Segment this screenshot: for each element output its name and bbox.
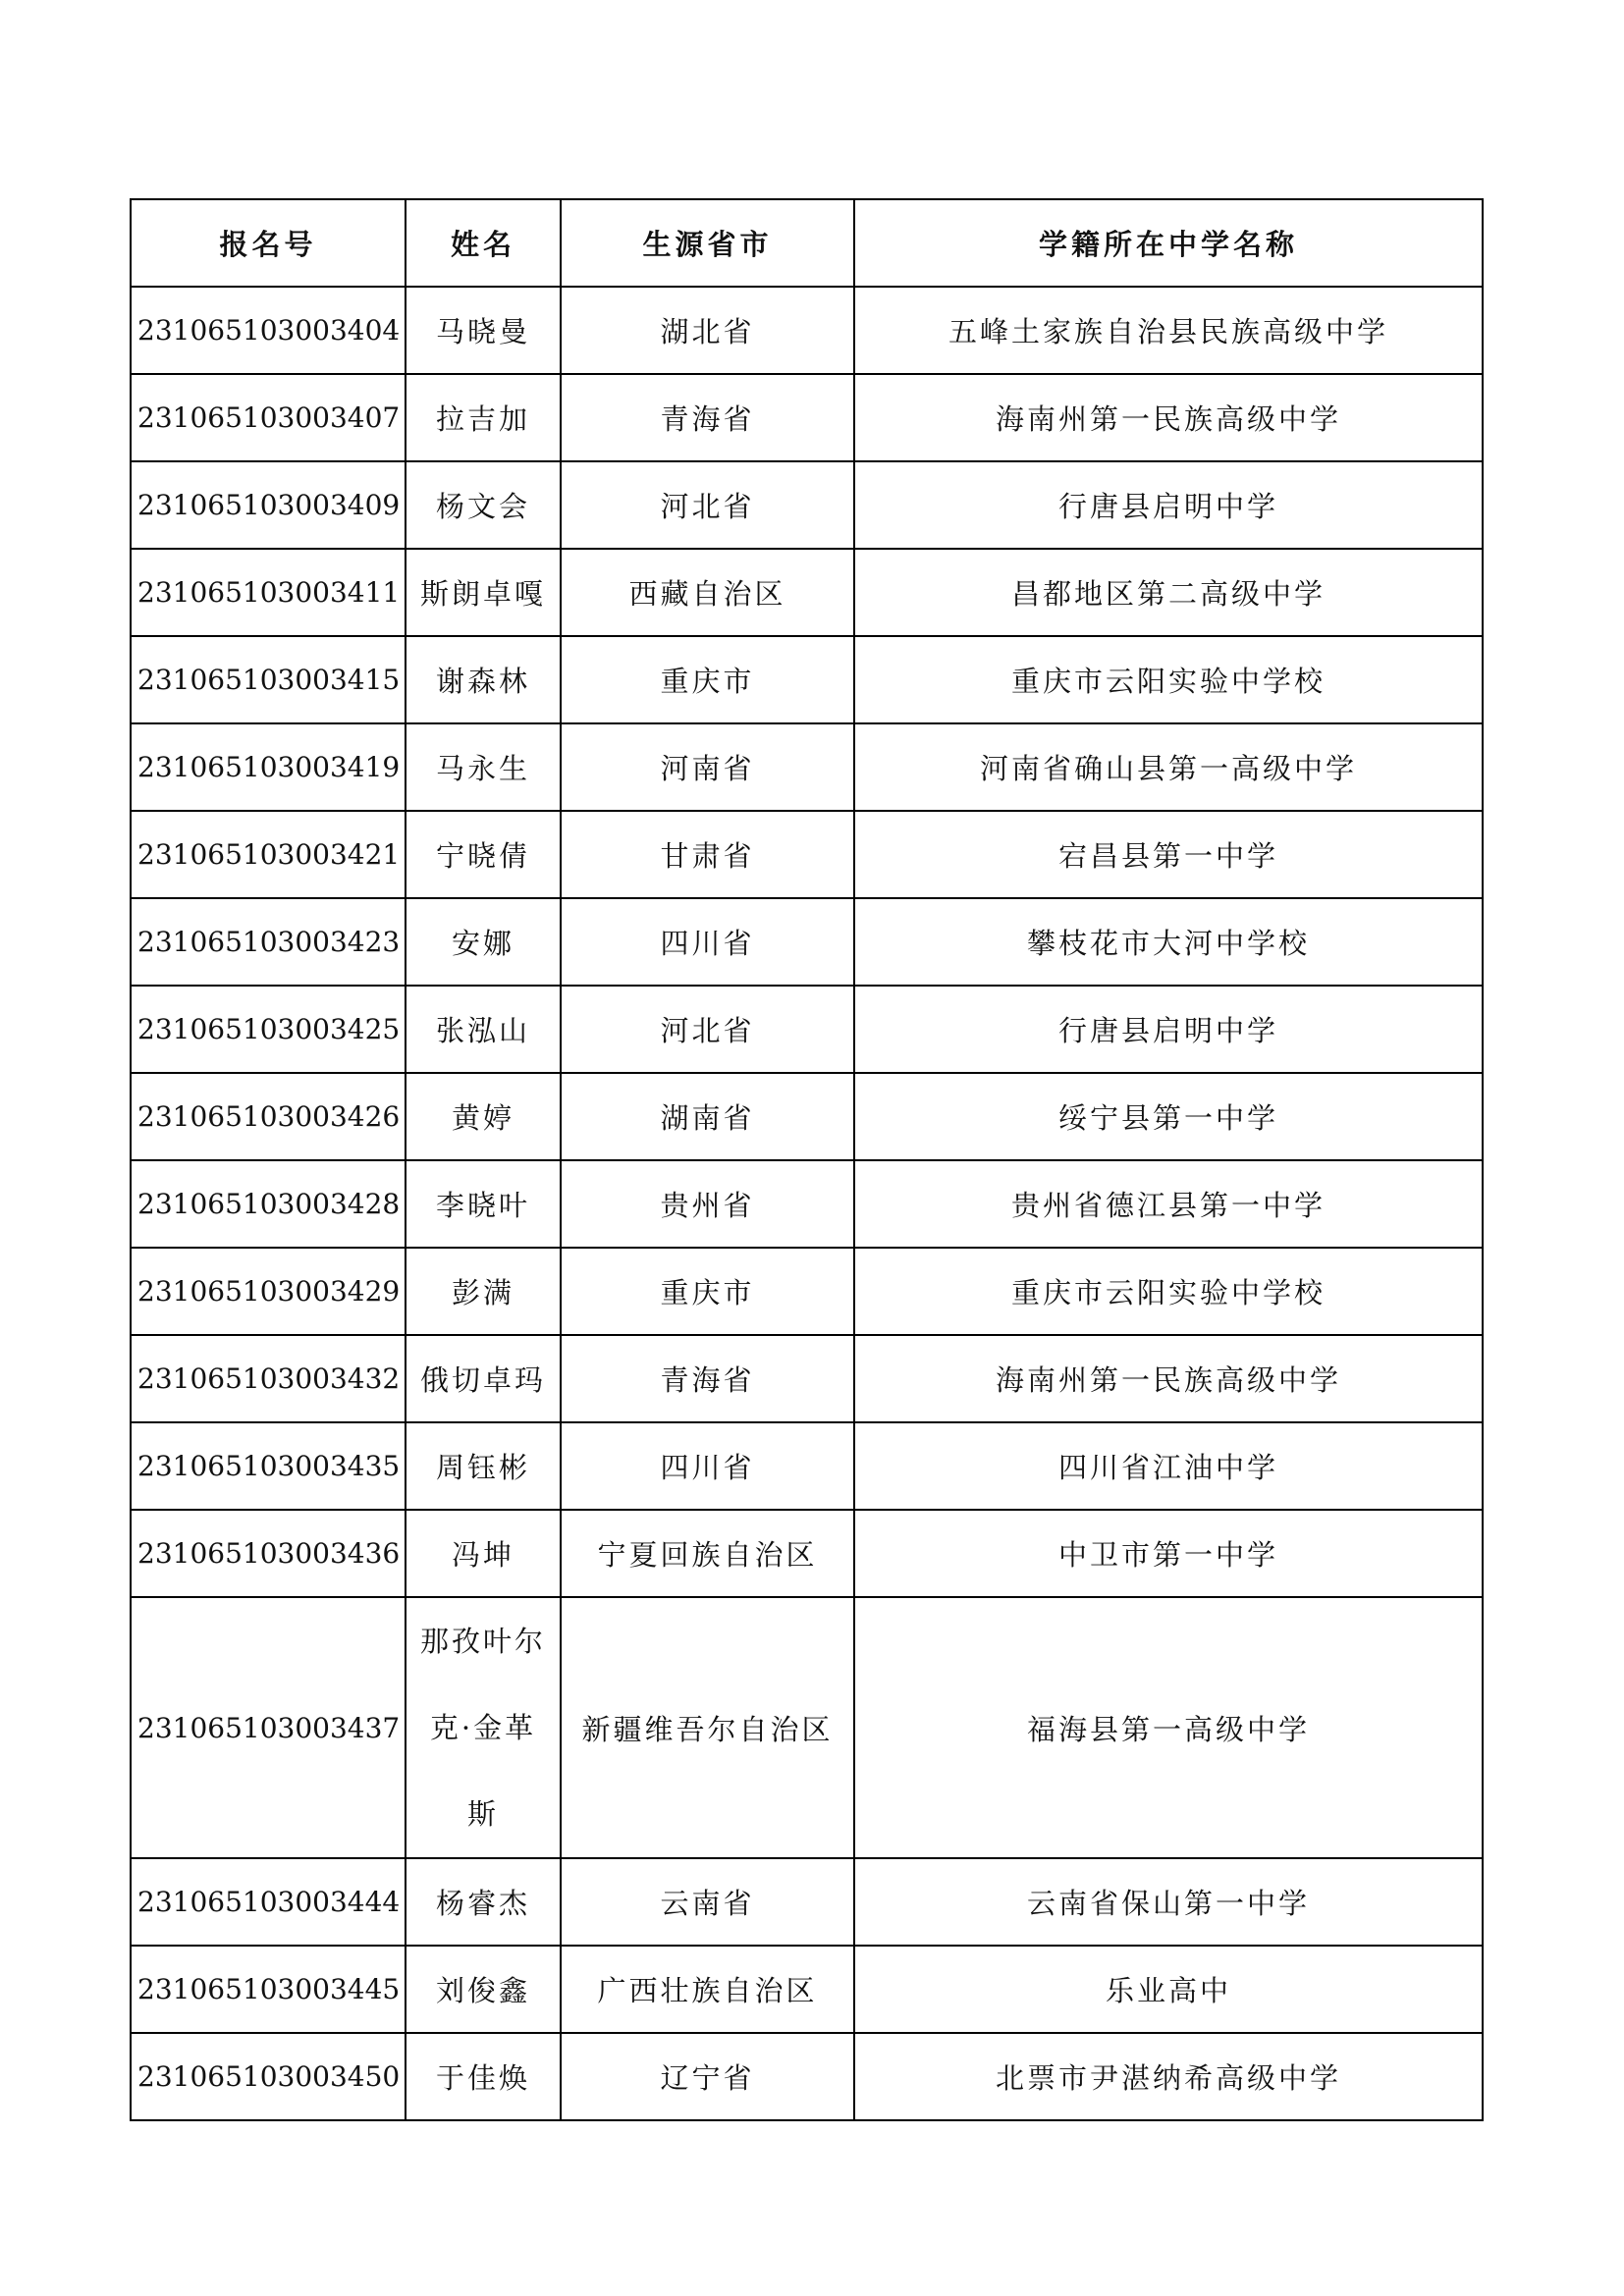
school-cell: 云南省保山第一中学 (854, 1858, 1483, 1946)
table-header (131, 199, 1483, 287)
name-cell: 谢森林 (406, 636, 561, 723)
name-cell: 斯朗卓嘎 (406, 549, 561, 636)
table-row (131, 898, 1483, 986)
header-row (131, 199, 1483, 287)
school-cell: 海南州第一民族高级中学 (854, 1335, 1483, 1422)
school-cell: 乐业高中 (854, 1946, 1483, 2033)
name-cell: 杨文会 (406, 461, 561, 549)
table-row (131, 811, 1483, 898)
table-row (131, 374, 1483, 461)
province-cell: 贵州省 (561, 1160, 854, 1248)
registration-number-cell: 231065103003436 (131, 1510, 406, 1597)
name-cell: 安娜 (406, 898, 561, 986)
school-cell: 行唐县启明中学 (854, 986, 1483, 1073)
table-row (131, 1248, 1483, 1335)
name-cell: 拉吉加 (406, 374, 561, 461)
registration-number-cell: 231065103003437 (131, 1597, 406, 1858)
admission-table (130, 198, 1484, 2121)
registration-number-cell: 231065103003421 (131, 811, 406, 898)
school-cell: 昌都地区第二高级中学 (854, 549, 1483, 636)
school-cell: 北票市尹湛纳希高级中学 (854, 2033, 1483, 2120)
registration-number-cell: 231065103003432 (131, 1335, 406, 1422)
table-body (131, 287, 1483, 2120)
registration-number-cell: 231065103003444 (131, 1858, 406, 1946)
table-row (131, 986, 1483, 1073)
name-cell: 张泓山 (406, 986, 561, 1073)
name-cell: 马晓曼 (406, 287, 561, 374)
table-row (131, 1946, 1483, 2033)
name-cell: 马永生 (406, 723, 561, 811)
school-cell: 宕昌县第一中学 (854, 811, 1483, 898)
province-cell: 青海省 (561, 1335, 854, 1422)
province-cell: 重庆市 (561, 636, 854, 723)
header-registration-number: 报名号 (131, 199, 406, 287)
school-cell: 四川省江油中学 (854, 1422, 1483, 1510)
province-cell: 重庆市 (561, 1248, 854, 1335)
table-row (131, 1858, 1483, 1946)
table-row (131, 723, 1483, 811)
province-cell: 四川省 (561, 1422, 854, 1510)
province-cell: 辽宁省 (561, 2033, 854, 2120)
registration-number-cell: 231065103003404 (131, 287, 406, 374)
registration-number-cell: 231065103003419 (131, 723, 406, 811)
name-cell: 俄切卓玛 (406, 1335, 561, 1422)
province-cell: 湖北省 (561, 287, 854, 374)
name-cell: 彭满 (406, 1248, 561, 1335)
school-cell: 重庆市云阳实验中学校 (854, 636, 1483, 723)
table-row (131, 1422, 1483, 1510)
registration-number-cell: 231065103003445 (131, 1946, 406, 2033)
registration-number-cell: 231065103003423 (131, 898, 406, 986)
name-cell: 刘俊鑫 (406, 1946, 561, 2033)
table-row (131, 2033, 1483, 2120)
province-cell: 甘肃省 (561, 811, 854, 898)
province-cell: 新疆维吾尔自治区 (561, 1597, 854, 1858)
registration-number-cell: 231065103003450 (131, 2033, 406, 2120)
name-cell: 于佳焕 (406, 2033, 561, 2120)
province-cell: 云南省 (561, 1858, 854, 1946)
school-cell: 重庆市云阳实验中学校 (854, 1248, 1483, 1335)
school-cell: 河南省确山县第一高级中学 (854, 723, 1483, 811)
province-cell: 宁夏回族自治区 (561, 1510, 854, 1597)
province-cell: 四川省 (561, 898, 854, 986)
province-cell: 湖南省 (561, 1073, 854, 1160)
school-cell: 中卫市第一中学 (854, 1510, 1483, 1597)
table-row (131, 1597, 1483, 1858)
table-row (131, 461, 1483, 549)
header-school: 学籍所在中学名称 (854, 199, 1483, 287)
school-cell: 贵州省德江县第一中学 (854, 1160, 1483, 1248)
name-cell: 杨睿杰 (406, 1858, 561, 1946)
province-cell: 西藏自治区 (561, 549, 854, 636)
province-cell: 河北省 (561, 461, 854, 549)
province-cell: 河南省 (561, 723, 854, 811)
table-row (131, 1510, 1483, 1597)
registration-number-cell: 231065103003407 (131, 374, 406, 461)
name-cell: 李晓叶 (406, 1160, 561, 1248)
header-province: 生源省市 (561, 199, 854, 287)
school-cell: 攀枝花市大河中学校 (854, 898, 1483, 986)
registration-number-cell: 231065103003428 (131, 1160, 406, 1248)
registration-number-cell: 231065103003429 (131, 1248, 406, 1335)
name-cell: 冯坤 (406, 1510, 561, 1597)
registration-number-cell: 231065103003425 (131, 986, 406, 1073)
table-row (131, 287, 1483, 374)
name-cell: 黄婷 (406, 1073, 561, 1160)
province-cell: 广西壮族自治区 (561, 1946, 854, 2033)
name-cell: 那孜叶尔克·金革斯 (406, 1597, 561, 1858)
province-cell: 青海省 (561, 374, 854, 461)
registration-number-cell: 231065103003411 (131, 549, 406, 636)
school-cell: 五峰土家族自治县民族高级中学 (854, 287, 1483, 374)
table-row (131, 1073, 1483, 1160)
school-cell: 福海县第一高级中学 (854, 1597, 1483, 1858)
header-name: 姓名 (406, 199, 561, 287)
table-row (131, 1160, 1483, 1248)
school-cell: 绥宁县第一中学 (854, 1073, 1483, 1160)
table-row (131, 636, 1483, 723)
name-cell: 周钰彬 (406, 1422, 561, 1510)
registration-number-cell: 231065103003409 (131, 461, 406, 549)
province-cell: 河北省 (561, 986, 854, 1073)
table-row (131, 1335, 1483, 1422)
name-cell: 宁晓倩 (406, 811, 561, 898)
registration-number-cell: 231065103003415 (131, 636, 406, 723)
school-cell: 海南州第一民族高级中学 (854, 374, 1483, 461)
table-row (131, 549, 1483, 636)
school-cell: 行唐县启明中学 (854, 461, 1483, 549)
registration-number-cell: 231065103003435 (131, 1422, 406, 1510)
registration-number-cell: 231065103003426 (131, 1073, 406, 1160)
